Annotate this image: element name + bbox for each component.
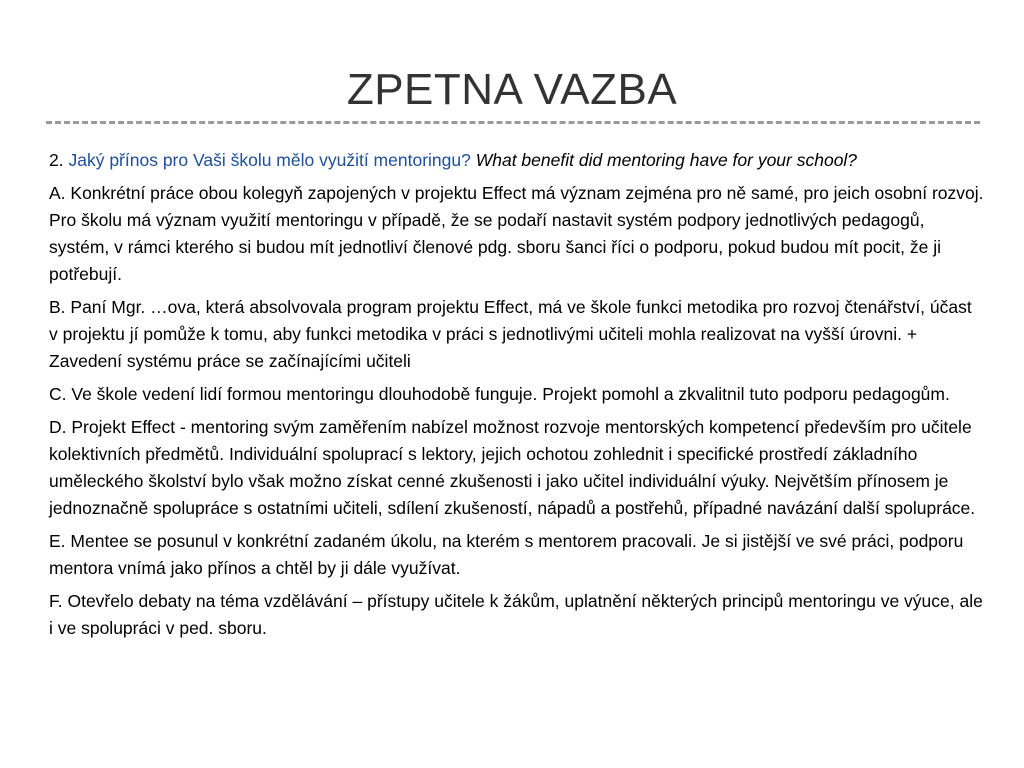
question-number: 2. xyxy=(49,150,64,170)
answer-a: A. Konkrétní práce obou kolegyň zapojených v projektu Effect má význam zejména pro ně samé, pro jeich osobní rozvoj. Pro školu má význam využití mentoringu v případě, že se podaří nastavit systém podpory jednotlivých pedagogů, systém, v rámci kterého si budou mít jednotliví členové pdg. sboru šanci říci o podporu, pokud budou mít pocit, že ji potřebují. xyxy=(49,183,984,284)
title-divider xyxy=(46,121,980,124)
answer-b: B. Paní Mgr. …ova, která absolvovala program projektu Effect, má ve škole funkci metodika pro rozvoj čtenářství, účast v projektu jí pomůže k tomu, aby funkci metodika v práci s jednotlivými učiteli mohla realizovat na vyšší úrovni. + Zavedení systému práce se začínajícími učiteli xyxy=(49,297,972,371)
slide-content xyxy=(49,147,984,648)
question xyxy=(49,147,984,174)
question-english: What benefit did mentoring have for your school? xyxy=(475,150,858,170)
answer-e: E. Mentee se posunul v konkrétní zadaném úkolu, na kterém s mentorem pracovali. Je si jistější ve své práci, podporu mentora vnímá jako přínos a chtěl by ji dále využívat. xyxy=(49,531,964,578)
question-czech: Jaký přínos pro Vaši školu mělo využití mentoringu? xyxy=(68,150,471,170)
slide-title: ZPETNA VAZBA xyxy=(346,65,678,114)
answer-d: D. Projekt Effect - mentoring svým zaměřením nabízel možnost rozvoje mentorských kompetencí především pro učitele kolektivních předmětů. Individuální spoluprací s lektory, jejich ochotou zohlednit i specifické prostředí základního uměleckého školství bylo však možno získat cenné zkušenosti i jako učitel individuální výuky. Největším přínosem je jednoznačně spolupráce s ostatními učiteli, sdílení zkušeností, nápadů a postřehů, případné navázání další spolupráce. xyxy=(49,417,976,518)
answer-c: C. Ve škole vedení lidí formou mentoringu dlouhodobě funguje. Projekt pomohl a zkvalitnil tuto podporu pedagogům. xyxy=(49,384,950,404)
answer-f: F. Otevřelo debaty na téma vzdělávání – přístupy učitele k žákům, uplatnění některých principů mentoringu ve výuce, ale i ve spolupráci v ped. sboru. xyxy=(49,591,983,638)
